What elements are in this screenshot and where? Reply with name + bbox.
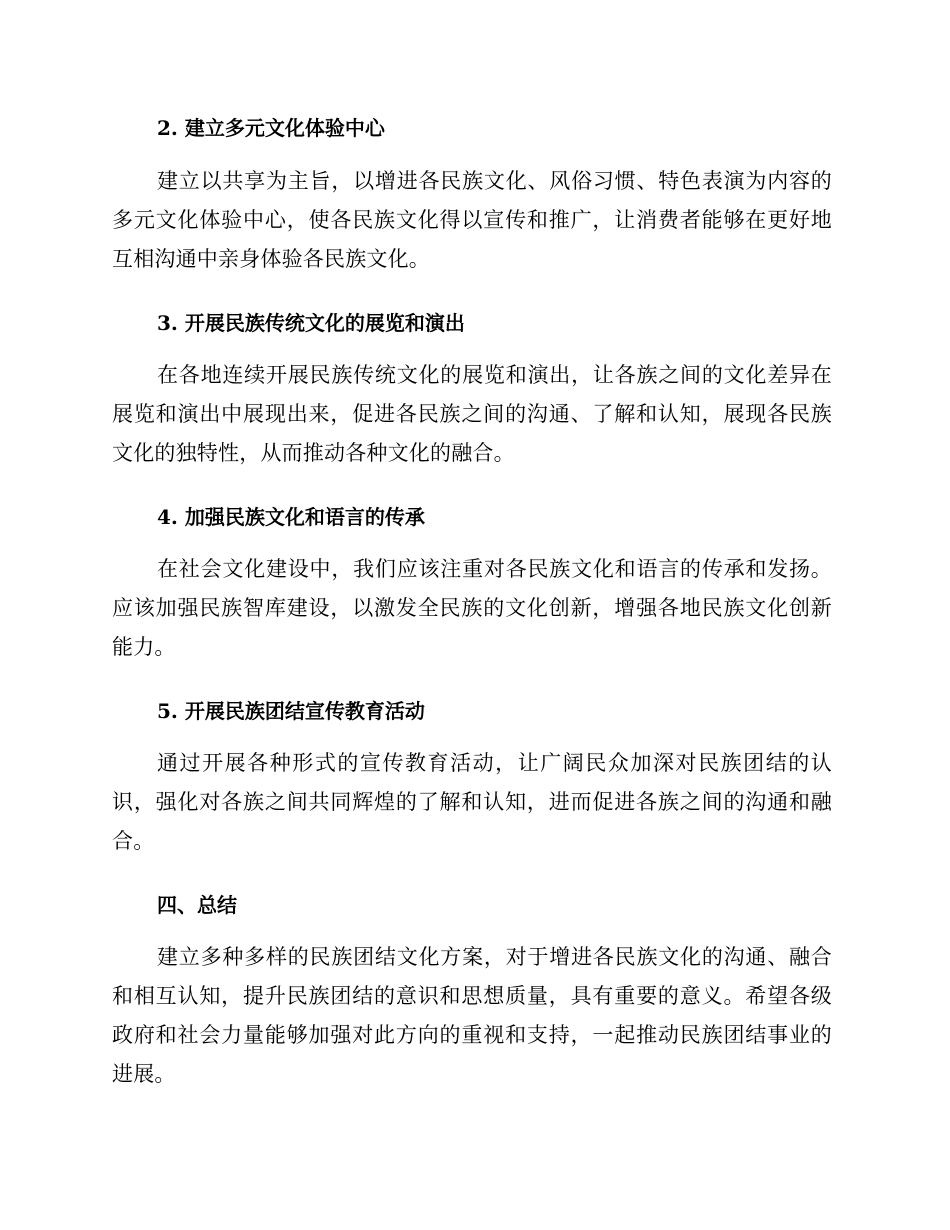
summary-heading: 四、总结 <box>157 893 237 917</box>
section-body-2: 建立以共享为主旨，以增进各民族文化、风俗习惯、特色表演为内容的多元文化体验中心，使各民族文化得以宣传和推广，让消费者能够在更好地互相沟通中亲身体验各民族文化。 <box>112 169 832 271</box>
section-body-3: 在各地连续开展民族传统文化的展览和演出，让各族之间的文化差异在展览和演出中展现出来，促进各民族之间的沟通、了解和认知，展现各民族文化的独特性，从而推动各种文化的融合。 <box>112 363 832 465</box>
section-heading-4: 4. 加强民族文化和语言的传承 <box>157 505 425 529</box>
section-body-5: 通过开展各种形式的宣传教育活动，让广阔民众加深对民族团结的认识，强化对各族之间共同辉煌的了解和认知，进而促进各族之间的沟通和融合。 <box>112 751 832 853</box>
section-heading-2: 2. 建立多元文化体验中心 <box>157 116 385 140</box>
section-heading-3: 3. 开展民族传统文化的展览和演出 <box>157 311 465 335</box>
summary-body: 建立多种多样的民族团结文化方案，对于增进各民族文化的沟通、融合和相互认知，提升民族团结的意识和思想质量，具有重要的意义。希望各级政府和社会力量能够加强对此方向的重视和支持，一起推动民族团结事业的进展。 <box>112 945 832 1086</box>
section-body-4: 在社会文化建设中，我们应该注重对各民族文化和语言的传承和发扬。应该加强民族智库建设，以激发全民族的文化创新，增强各地民族文化创新能力。 <box>112 557 832 659</box>
section-heading-5: 5. 开展民族团结宣传教育活动 <box>157 699 425 723</box>
